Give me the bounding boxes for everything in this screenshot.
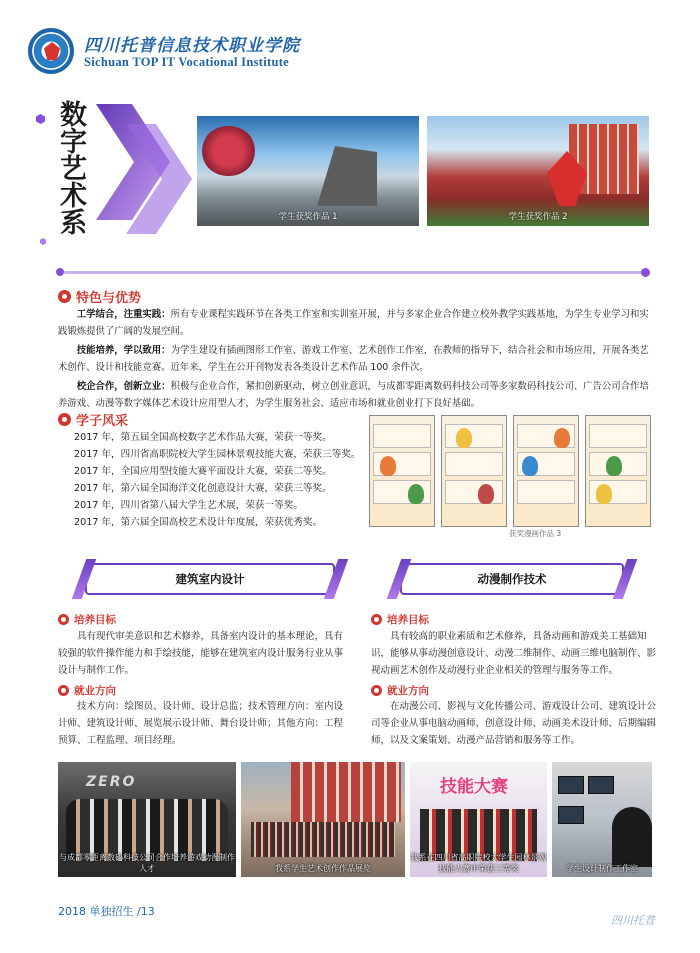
comic-artwork	[369, 415, 653, 543]
career-heading-text: 就业方向	[387, 685, 429, 697]
page-header	[28, 28, 428, 78]
comic-panel	[585, 415, 651, 527]
list-item: 2017 年，第六届全国海洋文化创意设计大赛，荣获三等奖。	[74, 483, 332, 494]
photo-caption: 学生获奖作品 1	[278, 212, 338, 222]
right-goal-text: 具有较高的职业素质和艺术修养，具备动画和游戏美工基础知识，能够从事动漫创意设计、动漫二维制作、动画三维电脑制作、影视动画艺术创作及动漫行业企业相关的管理与服务等工作。	[371, 631, 657, 676]
bottom-photo-4	[552, 762, 652, 877]
department-title: 数字艺术系	[55, 100, 86, 235]
comic-panel	[441, 415, 507, 527]
left-career-text: 技术方向：绘图员、设计师、设计总监；技术管理方向：室内设计师、建筑设计师、展览展示设计师、舞台设计师；其他方向：工程预算、工程监理、项目经理。	[58, 701, 344, 746]
contest-sign: 技能大赛	[440, 777, 508, 797]
comic-caption: 获奖漫画作品 3	[509, 529, 562, 538]
goal-heading-text: 培养目标	[74, 614, 116, 626]
achievements-heading-text: 学子风采	[76, 414, 129, 429]
photo-caption: 学生获奖作品 2	[508, 212, 568, 222]
feature-item	[58, 306, 652, 340]
rule-dot	[56, 268, 64, 276]
left-goal-text: 具有现代审美意识和艺术修养，具备室内设计的基本理论，具有较强的软件操作能力和手绘技能，能够在建筑室内设计服务行业从事设计与制作工作。	[58, 631, 344, 676]
hexagon-icon	[36, 114, 45, 124]
features-heading-text: 特色与优势	[76, 291, 142, 306]
feature-label: 校企合作，创新立业：	[76, 381, 171, 392]
photo-caption: 我系学生艺术创作作品展览	[275, 864, 371, 873]
left-career-heading	[58, 683, 116, 698]
student-work-photo-2	[427, 116, 649, 226]
list-item: 2017 年，四川省高职院校大学生园林景观技能大赛，荣获三等奖。	[74, 449, 361, 460]
page-number: 2018 单独招生 /13	[58, 905, 155, 918]
bottom-photo-2	[241, 762, 405, 877]
gear-icon	[371, 614, 382, 625]
gear-icon	[58, 290, 71, 303]
footer-signature: 四川托普	[611, 914, 655, 927]
career-heading-text: 就业方向	[74, 685, 116, 697]
school-seal-logo	[28, 28, 74, 74]
school-name-en: Sichuan TOP IT Vocational Institute	[84, 55, 290, 69]
program-banner-interior-design: 建筑室内设计	[85, 563, 335, 595]
achievements-list	[74, 429, 374, 531]
right-career-heading	[371, 683, 429, 698]
feature-text: 所有专业课程实践环节在各类工作室和实训室开展，并与多家企业合作建立校外教学实践基地，为学生专业学习和实践锻炼提供了广阔的发展空间。	[58, 309, 649, 337]
gear-icon	[58, 685, 69, 696]
left-goal-heading	[58, 612, 116, 627]
photo-caption: 我系在四川省高职院校大学生园林景观技能大赛中荣获三等奖	[410, 853, 547, 873]
achievements-heading	[58, 410, 128, 429]
feature-item	[58, 378, 652, 412]
feature-label: 技能培养，学以致用：	[76, 345, 171, 356]
gear-icon	[58, 614, 69, 625]
gear-icon	[58, 413, 71, 426]
feature-text: 积极与企业合作，紧扣创新驱动，树立创业意识，与成都零距离数码科技公司等多家数码科技公司、广告公司合作培养游戏、动漫等数字媒体艺术设计应用型人才，为学生服务社会、适应市场和就业创业打下良好基础。	[58, 381, 649, 409]
features-heading	[58, 287, 141, 306]
goal-heading-text: 培养目标	[387, 614, 429, 626]
photo-caption: 学生设计制作工作室	[566, 864, 638, 873]
comic-panel	[513, 415, 579, 527]
hexagon-icon	[40, 238, 46, 245]
right-goal-heading	[371, 612, 429, 627]
feature-label: 工学结合，注重实践：	[76, 309, 171, 320]
feature-text: 为学生建设有插画图形工作室、游戏工作室、艺术创作工作室，在教师的指导下，结合社会和市场应用，开展各类艺术创作、设计和技能竞赛。近年来，学生在公开刊物发表各类设计艺术作品 100 余件次。	[58, 345, 649, 373]
chevron-decoration-icon	[96, 104, 196, 254]
school-name-cn: 四川托普信息技术职业学院	[84, 36, 300, 56]
bottom-photo-1	[58, 762, 236, 877]
features-body	[58, 306, 652, 414]
list-item: 2017 年，四川省第八届大学生艺术展，荣获一等奖。	[74, 500, 303, 511]
section-divider	[64, 271, 644, 274]
program-banner-animation: 动漫制作技术	[400, 563, 624, 595]
feature-item	[58, 342, 652, 376]
list-item: 2017 年，全国应用型技能大赛平面设计大赛，荣获二等奖。	[74, 466, 332, 477]
list-item: 2017 年，第六届全国高校艺术设计年度展，荣获优秀奖。	[74, 517, 323, 528]
student-work-photo-1	[197, 116, 419, 226]
zero-logo: ZERO	[86, 774, 137, 790]
comic-panel	[369, 415, 435, 527]
list-item: 2017 年，第五届全国高校数字艺术作品大赛，荣获一等奖。	[74, 432, 332, 443]
gear-icon	[371, 685, 382, 696]
bottom-photo-3	[410, 762, 547, 877]
photo-caption: 与成都零距离数码科技公司合作培养游戏动漫制作人才	[59, 853, 235, 873]
right-career-text: 在动漫公司、影视与文化传播公司、游戏设计公司、建筑设计公司等企业从事电脑动画师、创意设计师、动画美术设计师、后期编辑师，以及文案策划、动漫产品营销和服务等工作。	[371, 701, 657, 746]
